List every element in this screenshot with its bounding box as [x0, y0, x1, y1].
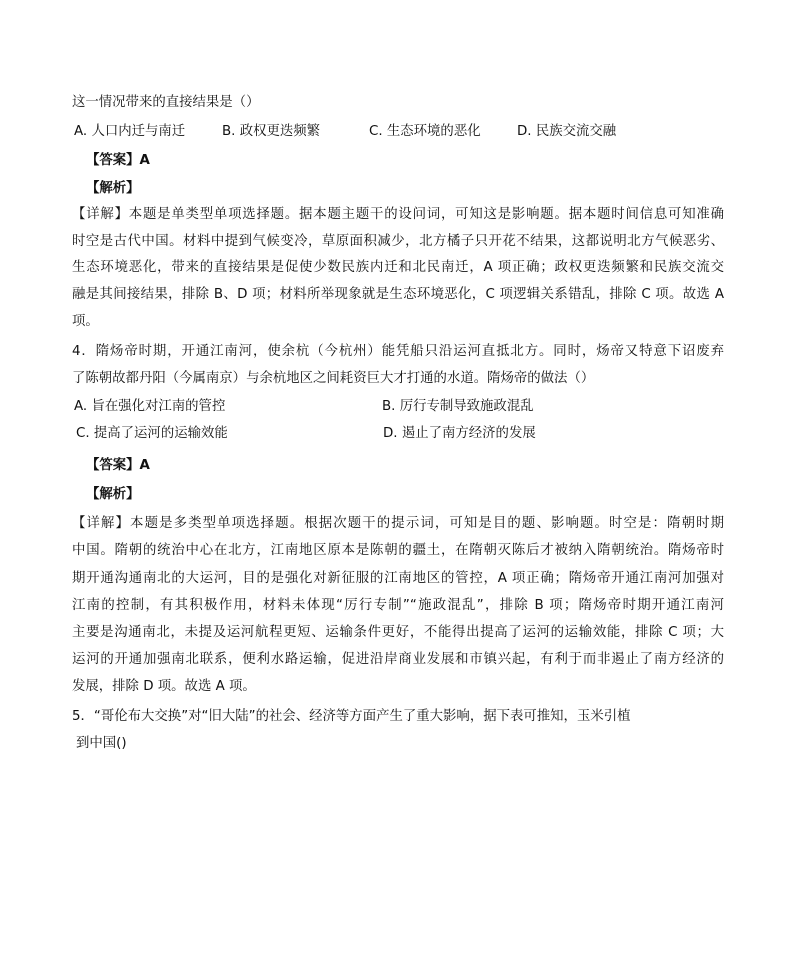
q3-option-b: B. 政权更迭频繁	[222, 124, 321, 139]
q4-option-b: B. 厉行专制导致施政混乱	[382, 399, 534, 414]
q4-detail-line: 期开通沟通南北的大运河，目的是强化对新征服的江南地区的管控，A 项正确；隋炀帝开通江南河加强对	[72, 571, 724, 586]
q4-detail-line: 【详解】本题是多类型单项选择题。根据次题干的提示词，可知是目的题、影响题。时空是：隋朝时期	[72, 516, 724, 531]
q4-stem-line: 4．隋炀帝时期，开通江南河，使余杭（今杭州）能凭船只沿运河直抵北方。同时，炀帝又特意下诏废弃	[72, 344, 724, 359]
q4-detail-line: 中国。隋朝的统治中心在北方，江南地区原本是陈朝的疆土，在隋朝灭陈后才被纳入隋朝统治。隋炀帝时	[72, 543, 724, 558]
q4-option-d: D. 遏止了南方经济的发展	[383, 426, 536, 441]
q4-detail-line: 主要是沟通南北，未提及运河航程更短、运输条件更好，不能得出提高了运河的运输效能，排除 C 项；大	[72, 625, 724, 640]
q3-option-a: A. 人口内迁与南迁	[74, 124, 186, 139]
q4-detail-line: 江南的控制，有其积极作用，材料未体现“厉行专制”“施政混乱”，排除 B 项；隋炀帝时期开通江南河	[72, 598, 724, 613]
q3-analysis-label: 【解析】	[86, 181, 140, 196]
q5-stem-line: 到中国()	[76, 736, 127, 751]
q5-stem-line: 5．“哥伦布大交换”对“旧大陆”的社会、经济等方面产生了重大影响，据下表可推知，玉米引植	[72, 709, 631, 724]
q4-option-a: A. 旨在强化对江南的管控	[74, 399, 226, 414]
q3-detail-line: 【详解】本题是单类型单项选择题。据本题主题干的设问词，可知这是影响题。据本题时间信息可知准确	[72, 207, 724, 222]
q4-stem-line: 了陈朝故都丹阳（今属南京）与余杭地区之间耗资巨大才打通的水道。隋炀帝的做法（）	[72, 371, 595, 386]
q3-answer: 【答案】A	[86, 153, 150, 168]
q3-detail-line: 生态环境恶化，带来的直接结果是促使少数民族内迁和北民南迁，A 项正确；政权更迭频繁和民族交流交	[72, 260, 724, 275]
q3-option-c: C. 生态环境的恶化	[369, 124, 481, 139]
q3-option-d: D. 民族交流交融	[517, 124, 617, 139]
q3-detail-line: 项。	[72, 314, 99, 329]
q4-analysis-label: 【解析】	[86, 487, 140, 502]
q4-answer: 【答案】A	[86, 458, 150, 473]
q3-detail-line: 时空是古代中国。材料中提到气候变冷，草原面积减少，北方橘子只开花不结果，这都说明北方气候恶劣、	[72, 234, 724, 249]
q3-stem-tail: 这一情况带来的直接结果是（）	[72, 95, 260, 110]
q3-detail-line: 融是其间接结果，排除 B、D 项；材料所举现象就是生态环境恶化，C 项逻辑关系错乱，排除 C 项。故选 A	[72, 287, 724, 302]
q4-option-c: C. 提高了运河的运输效能	[76, 426, 228, 441]
q4-detail-line: 发展，排除 D 项。故选 A 项。	[72, 679, 256, 694]
q4-detail-line: 运河的开通加强南北联系，便利水路运输，促进沿岸商业发展和市镇兴起，有利于而非遏止了南方经济的	[72, 652, 724, 667]
